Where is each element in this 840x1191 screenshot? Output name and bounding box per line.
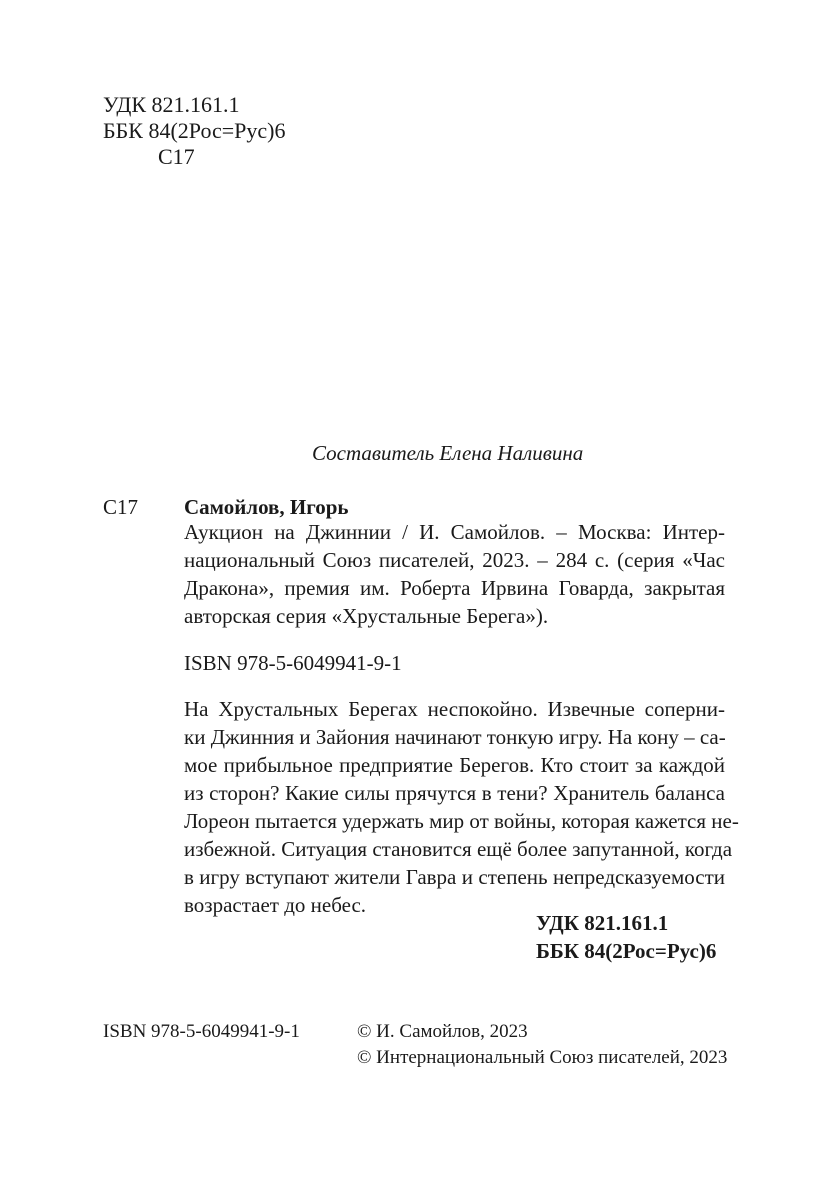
entry-author-mark: С17 bbox=[103, 495, 139, 519]
top-author-mark: С17 bbox=[158, 144, 195, 169]
description-line: национальный Союз писателей, 2023. – 284 с. (серия «Час bbox=[184, 548, 725, 572]
annotation-line: мое прибыльное предприятие Берегов. Кто стоит за каждой bbox=[184, 753, 725, 777]
bibliographic-description bbox=[184, 518, 725, 630]
annotation-line: в игру вступают жители Гавра и степень непредсказуемости bbox=[184, 865, 725, 889]
copyright-publisher: © Интернациональный Союз писателей, 2023 bbox=[357, 1047, 728, 1068]
annotation-line: из сторон? Какие силы прячутся в тени? Хранитель баланса bbox=[184, 781, 725, 805]
top-udk-code: УДК 821.161.1 bbox=[103, 92, 240, 117]
annotation-line: Лореон пытается удержать мир от войны, которая кажется не- bbox=[184, 809, 739, 833]
footer-isbn: ISBN 978-5-6049941-9-1 bbox=[103, 1021, 300, 1042]
entry-udk-code: УДК 821.161.1 bbox=[536, 911, 669, 935]
copyright-author: © И. Самойлов, 2023 bbox=[357, 1021, 528, 1042]
top-bbk-code: ББК 84(2Рос=Рус)6 bbox=[103, 118, 286, 143]
annotation-line: На Хрустальных Берегах неспокойно. Извечные соперни- bbox=[184, 697, 725, 721]
entry-bbk-code: ББК 84(2Рос=Рус)6 bbox=[536, 939, 717, 963]
description-line: авторская серия «Хрустальные Берега»). bbox=[184, 604, 549, 628]
compiler-credit: Составитель Елена Наливина bbox=[312, 441, 584, 465]
annotation-line: избежной. Ситуация становится ещё более запутанной, когда bbox=[184, 837, 733, 861]
entry-isbn: ISBN 978-5-6049941-9-1 bbox=[184, 651, 402, 675]
description-line: Аукцион на Джиннии / И. Самойлов. – Москва: Интер- bbox=[184, 520, 725, 544]
annotation-line: ки Джинния и Зайония начинают тонкую игру. На кону – са- bbox=[184, 725, 726, 749]
description-line: Дракона», премия им. Роберта Ирвина Говарда, закрытая bbox=[184, 576, 725, 600]
entry-author-name: Самойлов, Игорь bbox=[184, 495, 349, 519]
annotation-line: возрастает до небес. bbox=[184, 893, 367, 917]
annotation bbox=[184, 695, 739, 919]
